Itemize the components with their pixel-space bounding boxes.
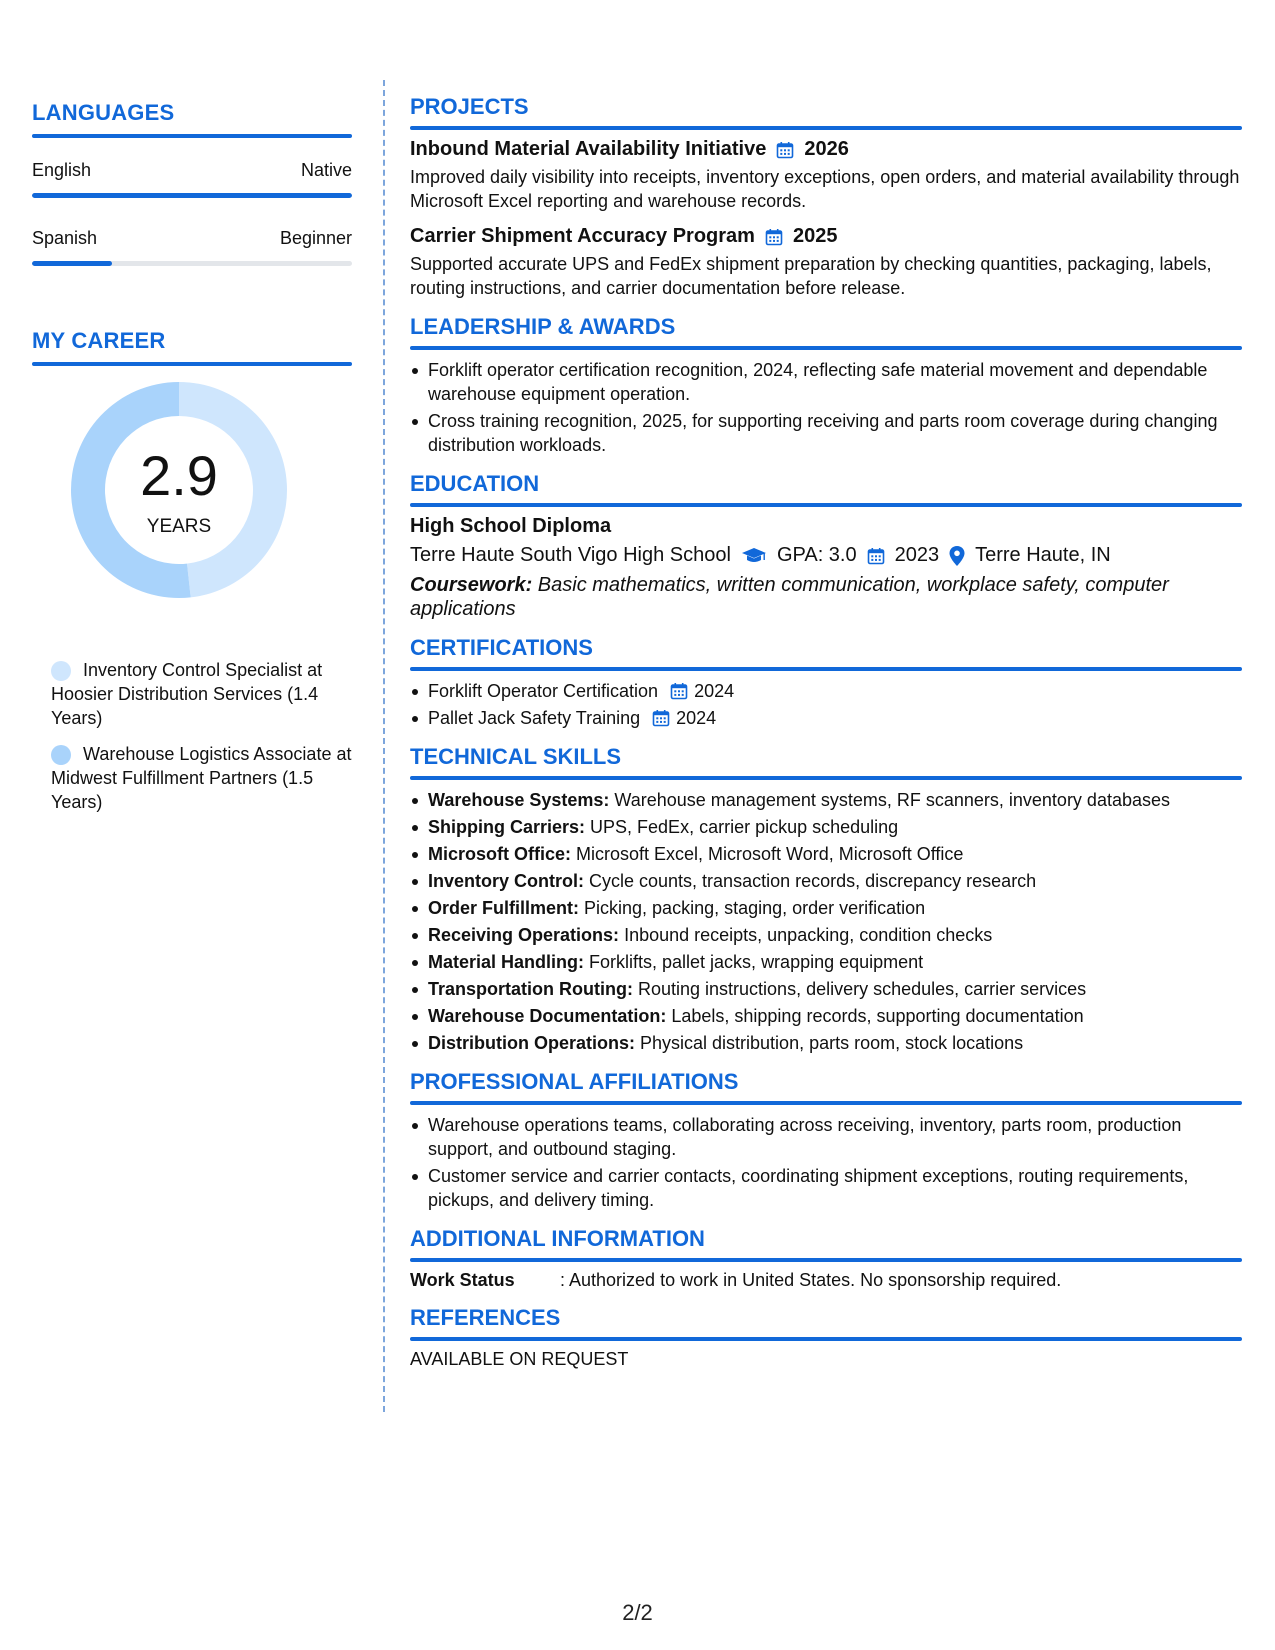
- skill-values: Warehouse management systems, RF scanners, inventory databases: [609, 790, 1170, 810]
- skill-item: [410, 842, 1242, 866]
- left-column: [32, 100, 352, 812]
- education-degree: High School Diploma: [410, 515, 612, 537]
- calendar-icon: [867, 547, 885, 565]
- section-rule: [410, 776, 1242, 780]
- career-legend-label: Inventory Control Specialist at Hoosier Distribution Services (1.4 Years): [51, 660, 323, 728]
- education-location: Terre Haute, IN: [975, 544, 1111, 566]
- education-school: Terre Haute South Vigo High School: [410, 544, 731, 566]
- list-item: [410, 679, 1242, 703]
- section-rule: [32, 362, 352, 366]
- certification-year: 2024: [676, 708, 717, 728]
- skill-values: Microsoft Excel, Microsoft Word, Microsoft Office: [571, 844, 964, 864]
- skill-category: Warehouse Documentation:: [428, 1006, 667, 1026]
- additional-title: ADDITIONAL INFORMATION: [410, 1226, 705, 1251]
- project-heading: [410, 225, 1242, 248]
- section-rule: [32, 134, 352, 138]
- career-title: MY CAREER: [32, 328, 166, 353]
- skill-item: [410, 896, 1242, 920]
- certification-name: Forklift Operator Certification: [428, 681, 659, 701]
- career-section: [32, 328, 352, 814]
- skill-values: UPS, FedEx, carrier pickup scheduling: [585, 817, 899, 837]
- calendar-icon: [670, 682, 688, 700]
- section-rule: [410, 346, 1242, 350]
- language-proficiency-fill: [32, 193, 352, 198]
- career-total-years: 2.9: [140, 444, 218, 507]
- project-year: 2025: [792, 225, 838, 247]
- skill-values: Routing instructions, delivery schedules, carrier services: [632, 979, 1087, 999]
- skills-section: [410, 744, 1242, 1055]
- skill-category: Material Handling:: [428, 952, 585, 972]
- languages-section: [32, 100, 352, 266]
- section-rule: [410, 126, 1242, 130]
- graduation-cap-icon: [741, 547, 767, 565]
- section-rule: [410, 1258, 1242, 1262]
- language-item: [32, 228, 352, 266]
- skill-category: Inventory Control:: [428, 871, 584, 891]
- list-item: [410, 706, 1242, 730]
- skill-item: [410, 788, 1242, 812]
- language-name: English: [32, 160, 92, 180]
- career-legend: [32, 658, 352, 814]
- coursework-text: Basic mathematics, written communication, workplace safety, computer applications: [410, 574, 1169, 620]
- calendar-icon: [776, 141, 794, 159]
- project-description: Supported accurate UPS and FedEx shipment preparation by checking quantities, packaging, labels, routing instructions, and carrier documentation before release.: [410, 254, 1212, 298]
- language-item: [32, 160, 352, 198]
- career-donut-chart: [67, 378, 291, 602]
- language-name: Spanish: [32, 228, 98, 248]
- education-year: 2023: [894, 544, 940, 566]
- coursework-label: Coursework:: [410, 574, 533, 596]
- column-divider: [383, 80, 385, 1412]
- skill-category: Receiving Operations:: [428, 925, 620, 945]
- project-year: 2026: [804, 138, 849, 160]
- right-column: [410, 94, 1242, 1384]
- certifications-section: [410, 635, 1242, 730]
- education-coursework: [410, 573, 1242, 621]
- list-item: Forklift operator certification recognition, 2024, reflecting safe material movement and dependable warehouse equipment operation.: [410, 358, 1242, 406]
- projects-section: [410, 94, 1242, 300]
- career-legend-label: Warehouse Logistics Associate at Midwest Fulfillment Partners (1.5 Years): [51, 744, 352, 812]
- skill-item: [410, 923, 1242, 947]
- languages-title: LANGUAGES: [32, 100, 175, 125]
- project-heading: [410, 138, 1242, 161]
- education-title: EDUCATION: [410, 471, 540, 496]
- certification-year: 2024: [694, 681, 735, 701]
- education-gpa: GPA: 3.0: [776, 544, 857, 566]
- education-section: [410, 471, 1242, 621]
- skill-category: Distribution Operations:: [428, 1033, 635, 1053]
- skills-title: TECHNICAL SKILLS: [410, 744, 622, 769]
- work-status-key: Work Status: [410, 1270, 515, 1290]
- project-description: Improved daily visibility into receipts, inventory exceptions, open orders, and material availability through Microsoft Excel reporting and warehouse records.: [410, 167, 1240, 211]
- skill-category: Order Fulfillment:: [428, 898, 580, 918]
- skill-item: [410, 977, 1242, 1001]
- language-level: Beginner: [279, 228, 352, 248]
- language-proficiency-bar: [32, 261, 352, 266]
- references-text: AVAILABLE ON REQUEST: [410, 1349, 629, 1369]
- location-pin-icon: [949, 546, 965, 566]
- section-rule: [410, 1337, 1242, 1341]
- skill-category: Shipping Carriers:: [428, 817, 586, 837]
- skills-list: [410, 788, 1242, 1055]
- career-legend-item: [32, 742, 352, 814]
- additional-section: [410, 1226, 1242, 1291]
- language-proficiency-fill: [32, 261, 112, 266]
- page-number: 2/2: [622, 1600, 653, 1625]
- language-level: Native: [300, 160, 352, 180]
- skill-item: [410, 950, 1242, 974]
- projects-title: PROJECTS: [410, 94, 529, 119]
- project-name: Inbound Material Availability Initiative: [410, 138, 767, 160]
- certification-name: Pallet Jack Safety Training: [428, 708, 641, 728]
- list-item: Warehouse operations teams, collaborating across receiving, inventory, parts room, production support, and outbound staging.: [410, 1113, 1242, 1161]
- skill-item: [410, 1004, 1242, 1028]
- references-section: [410, 1305, 1242, 1370]
- skill-category: Microsoft Office:: [428, 844, 572, 864]
- section-rule: [410, 503, 1242, 507]
- skill-values: Labels, shipping records, supporting documentation: [666, 1006, 1084, 1026]
- work-status-value: : Authorized to work in United States. No sponsorship required.: [560, 1270, 1062, 1290]
- section-rule: [410, 667, 1242, 671]
- skill-values: Forklifts, pallet jacks, wrapping equipment: [584, 952, 924, 972]
- skill-values: Inbound receipts, unpacking, condition checks: [619, 925, 993, 945]
- skill-category: Transportation Routing:: [428, 979, 633, 999]
- section-rule: [410, 1101, 1242, 1105]
- list-item: Customer service and carrier contacts, coordinating shipment exceptions, routing requirements, pickups, and delivery timing.: [410, 1164, 1242, 1212]
- skill-values: Physical distribution, parts room, stock locations: [635, 1033, 1024, 1053]
- skill-item: [410, 1031, 1242, 1055]
- education-details: [410, 544, 1242, 567]
- skill-category: Warehouse Systems:: [428, 790, 610, 810]
- leadership-title: LEADERSHIP & AWARDS: [410, 314, 676, 339]
- language-proficiency-bar: [32, 193, 352, 198]
- skill-item: [410, 815, 1242, 839]
- affiliations-section: [410, 1069, 1242, 1212]
- leadership-section: [410, 314, 1242, 457]
- references-title: REFERENCES: [410, 1305, 561, 1330]
- calendar-icon: [765, 228, 783, 246]
- career-legend-item: [32, 658, 352, 730]
- skill-values: Cycle counts, transaction records, discrepancy research: [584, 871, 1037, 891]
- calendar-icon: [652, 709, 670, 727]
- project-name: Carrier Shipment Accuracy Program: [410, 225, 755, 247]
- work-status-row: [410, 1270, 1242, 1291]
- certifications-title: CERTIFICATIONS: [410, 635, 593, 660]
- career-legend-dot: [51, 661, 71, 681]
- skill-item: [410, 869, 1242, 893]
- career-total-unit: YEARS: [146, 516, 212, 537]
- list-item: Cross training recognition, 2025, for supporting receiving and parts room coverage during changing distribution workloads.: [410, 409, 1242, 457]
- career-legend-dot: [51, 745, 71, 765]
- skill-values: Picking, packing, staging, order verification: [579, 898, 926, 918]
- affiliations-title: PROFESSIONAL AFFILIATIONS: [410, 1069, 739, 1094]
